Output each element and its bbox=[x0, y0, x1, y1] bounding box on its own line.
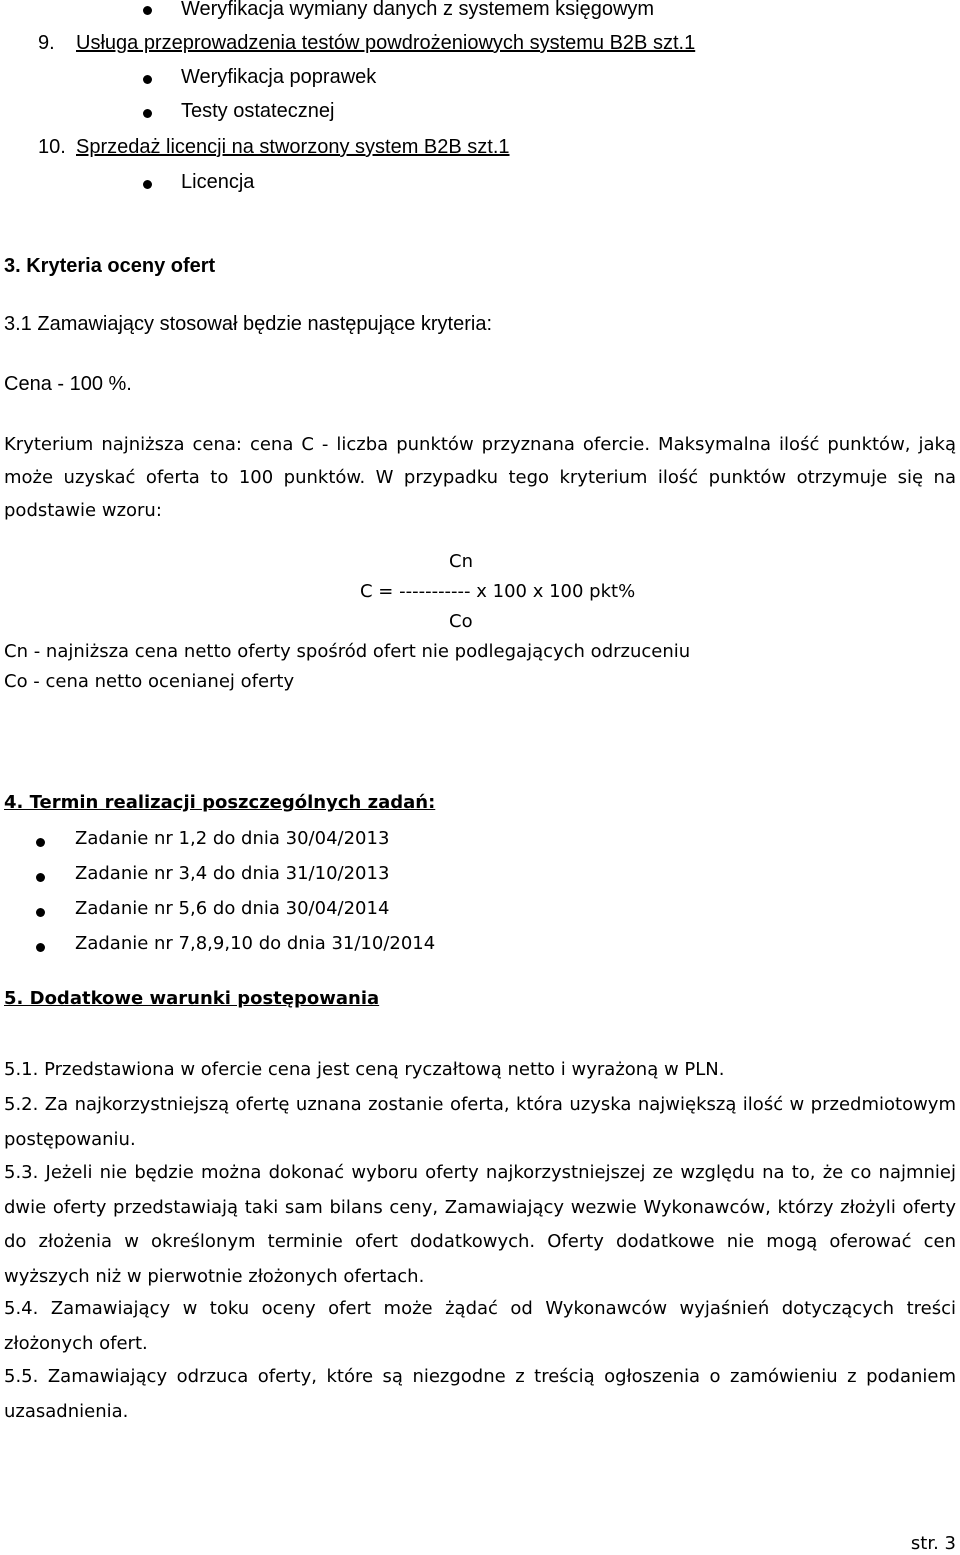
list-item-exchange: Weryfikacja wymiany danych z systemem księgowym bbox=[181, 0, 655, 20]
condition-5-1: 5.1. Przedstawiona w ofercie cena jest ceną ryczałtową netto i wyrażoną w PLN. bbox=[4, 1059, 725, 1080]
list-item-9: Usługa przeprowadzenia testów powdrożeniowych systemu B2B szt.1 bbox=[76, 32, 696, 54]
definition-co: Co - cena netto ocenianej oferty bbox=[4, 671, 295, 692]
list-number-9: 9. bbox=[38, 32, 55, 54]
condition-5-5: 5.5. Zamawiający odrzuca oferty, które są niezgodne z treścią ogłoszenia o zamówieniu z podaniem uzasadnienia. bbox=[4, 1366, 956, 1422]
list-item-final-tests: Testy ostatecznej bbox=[181, 100, 335, 122]
task-item: Zadanie nr 5,6 do dnia 30/04/2014 bbox=[75, 898, 390, 919]
section-4-heading: 4. Termin realizacji poszczególnych zadań: bbox=[4, 792, 436, 813]
bullet-icon bbox=[36, 908, 45, 917]
definition-cn: Cn - najniższa cena netto oferty spośród ofert nie podlegających odrzuceniu bbox=[4, 641, 691, 662]
list-item-fixes: Weryfikacja poprawek bbox=[181, 66, 377, 88]
bullet-icon bbox=[143, 75, 152, 84]
criterion-paragraph: Kryterium najniższa cena: cena C - liczba punktów przyznana ofercie. Maksymalna ilość punktów, jaką może uzyskać oferta to 100 punktów. W przypadku tego kryterium ilość punktów otrzymuje się na podstawie wzoru: bbox=[4, 434, 956, 521]
task-item: Zadanie nr 3,4 do dnia 31/10/2013 bbox=[75, 863, 390, 884]
condition-5-2: 5.2. Za najkorzystniejszą ofertę uznana zostanie oferta, która uzyska największą ilość w przedmiotowym postępowaniu. bbox=[4, 1094, 956, 1150]
condition-5-4: 5.4. Zamawiający w toku oceny ofert może żądać od Wykonawców wyjaśnień dotyczących treści złożonych ofert. bbox=[4, 1298, 956, 1354]
formula-main: C = ----------- x 100 x 100 pkt% bbox=[360, 581, 636, 602]
page-number: str. 3 bbox=[910, 1533, 956, 1554]
section-3-intro: 3.1 Zamawiający stosował będzie następujące kryteria: bbox=[4, 313, 493, 335]
section-3-heading: 3. Kryteria oceny ofert bbox=[4, 255, 216, 277]
task-item: Zadanie nr 7,8,9,10 do dnia 31/10/2014 bbox=[75, 933, 436, 954]
list-item-10: Sprzedaż licencji na stworzony system B2B szt.1 bbox=[76, 136, 510, 158]
formula-numerator: Cn bbox=[449, 551, 473, 572]
condition-5-3: 5.3. Jeżeli nie będzie można dokonać wyboru oferty najkorzystniejszej ze względu na to, że co najmniej dwie oferty przedstawiają taki sam bilans ceny, Zamawiający wezwie Wykonawców, którzy złożyli oferty do złożenia w określonym terminie ofert dodatkowych. Oferty dodatkowe nie mogą oferować cen wyższych niż w pierwotnie złożonych ofertach. bbox=[4, 1162, 956, 1287]
formula-denominator: Co bbox=[449, 611, 473, 632]
list-item-license: Licencja bbox=[181, 171, 255, 193]
task-item: Zadanie nr 1,2 do dnia 30/04/2013 bbox=[75, 828, 390, 849]
bullet-icon bbox=[36, 873, 45, 882]
section-5-heading: 5. Dodatkowe warunki postępowania bbox=[4, 988, 380, 1009]
bullet-icon bbox=[143, 109, 152, 118]
bullet-icon bbox=[143, 180, 152, 189]
bullet-icon bbox=[36, 838, 45, 847]
bullet-icon bbox=[36, 943, 45, 952]
price-weight: Cena - 100 %. bbox=[4, 373, 132, 395]
bullet-icon bbox=[143, 6, 152, 15]
list-number-10: 10. bbox=[38, 136, 66, 158]
